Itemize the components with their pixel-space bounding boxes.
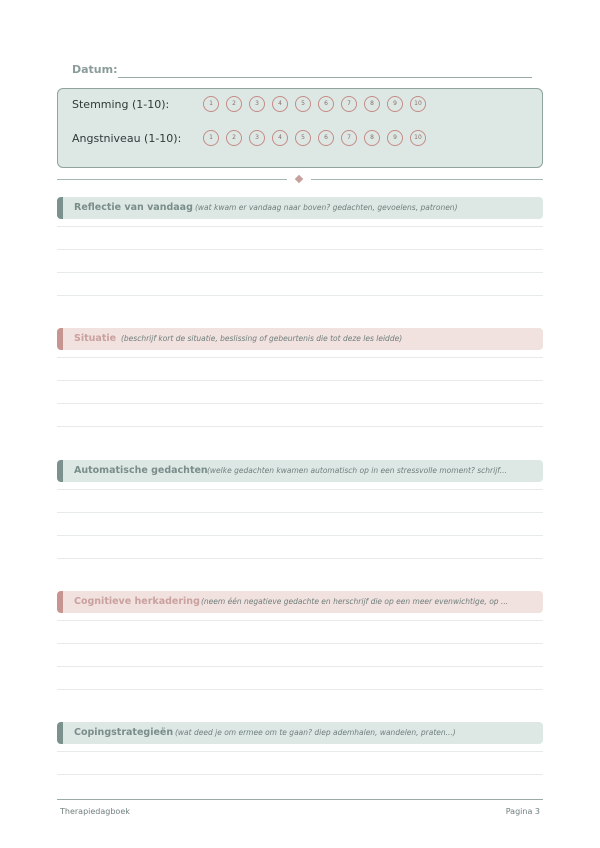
anxiety-scale-row (72, 130, 532, 148)
writing-line[interactable] (57, 774, 543, 775)
section-header (57, 722, 543, 744)
anxiety-option-9[interactable]: 9 (387, 130, 403, 146)
mood-anxiety-panel (57, 88, 543, 168)
divider-line-right (311, 179, 543, 180)
mood-option-2[interactable]: 2 (226, 96, 242, 112)
section-hint: (welke gedachten kwamen automatisch op in een stressvolle moment? schrijf... (207, 466, 507, 475)
date-row (72, 63, 532, 79)
section-hint: (wat deed je om ermee om te gaan? diep ademhalen, wandelen, praten...) (175, 728, 456, 737)
anxiety-option-8[interactable]: 8 (364, 130, 380, 146)
mood-scale-label: Stemming (1-10): (72, 98, 170, 111)
writing-line[interactable] (57, 620, 543, 621)
section-header (57, 460, 543, 482)
mood-option-3[interactable]: 3 (249, 96, 265, 112)
journal-section-2 (57, 328, 543, 350)
section-title: Cognitieve herkadering (74, 596, 200, 607)
mood-option-4[interactable]: 4 (272, 96, 288, 112)
section-title: Copingstrategieën (74, 727, 174, 738)
mood-option-1[interactable]: 1 (203, 96, 219, 112)
writing-line[interactable] (57, 357, 543, 358)
section-title: Automatische gedachten (74, 465, 208, 476)
journal-section-3 (57, 460, 543, 482)
anxiety-scale-label: Angstniveau (1-10): (72, 132, 182, 145)
mood-option-6[interactable]: 6 (318, 96, 334, 112)
mood-option-9[interactable]: 9 (387, 96, 403, 112)
section-header (57, 197, 543, 219)
section-hint: (wat kwam er vandaag naar boven? gedachten, gevoelens, patronen) (195, 203, 458, 212)
section-title: Situatie (74, 333, 117, 344)
footer-rule (57, 799, 543, 800)
anxiety-option-1[interactable]: 1 (203, 130, 219, 146)
section-header (57, 591, 543, 613)
writing-line[interactable] (57, 751, 543, 752)
writing-line[interactable] (57, 489, 543, 490)
footer-page-number: Pagina 3 (505, 807, 540, 816)
ornamental-divider (57, 176, 543, 184)
section-hint: (beschrijf kort de situatie, beslissing of gebeurtenis die tot deze les leidde) (121, 334, 403, 343)
mood-option-7[interactable]: 7 (341, 96, 357, 112)
writing-line[interactable] (57, 380, 543, 381)
journal-section-4 (57, 591, 543, 613)
writing-line[interactable] (57, 426, 543, 427)
writing-line[interactable] (57, 666, 543, 667)
footer-journal-name: Therapiedagboek (60, 807, 130, 816)
section-title: Reflectie van vandaag (74, 202, 193, 213)
anxiety-option-5[interactable]: 5 (295, 130, 311, 146)
writing-line[interactable] (57, 249, 543, 250)
writing-line[interactable] (57, 643, 543, 644)
date-input-line[interactable] (118, 77, 532, 78)
mood-option-5[interactable]: 5 (295, 96, 311, 112)
anxiety-option-3[interactable]: 3 (249, 130, 265, 146)
mood-option-8[interactable]: 8 (364, 96, 380, 112)
journal-section-1 (57, 197, 543, 219)
date-label: Datum: (72, 63, 118, 76)
section-hint: (neem één negatieve gedachte en herschrijf die op een meer evenwichtige, op ... (201, 597, 509, 606)
section-accent-bar (57, 197, 63, 219)
section-accent-bar (57, 328, 63, 350)
writing-line[interactable] (57, 535, 543, 536)
divider-line-left (57, 179, 287, 180)
section-accent-bar (57, 722, 63, 744)
section-accent-bar (57, 460, 63, 482)
writing-line[interactable] (57, 558, 543, 559)
diamond-icon (295, 175, 303, 183)
section-header (57, 328, 543, 350)
writing-line[interactable] (57, 403, 543, 404)
mood-option-10[interactable]: 10 (410, 96, 426, 112)
journal-section-5 (57, 722, 543, 744)
anxiety-option-10[interactable]: 10 (410, 130, 426, 146)
section-accent-bar (57, 591, 63, 613)
writing-line[interactable] (57, 272, 543, 273)
writing-line[interactable] (57, 295, 543, 296)
writing-line[interactable] (57, 689, 543, 690)
mood-scale-row (72, 96, 532, 114)
anxiety-option-6[interactable]: 6 (318, 130, 334, 146)
writing-line[interactable] (57, 512, 543, 513)
anxiety-option-2[interactable]: 2 (226, 130, 242, 146)
anxiety-option-7[interactable]: 7 (341, 130, 357, 146)
anxiety-option-4[interactable]: 4 (272, 130, 288, 146)
writing-line[interactable] (57, 226, 543, 227)
